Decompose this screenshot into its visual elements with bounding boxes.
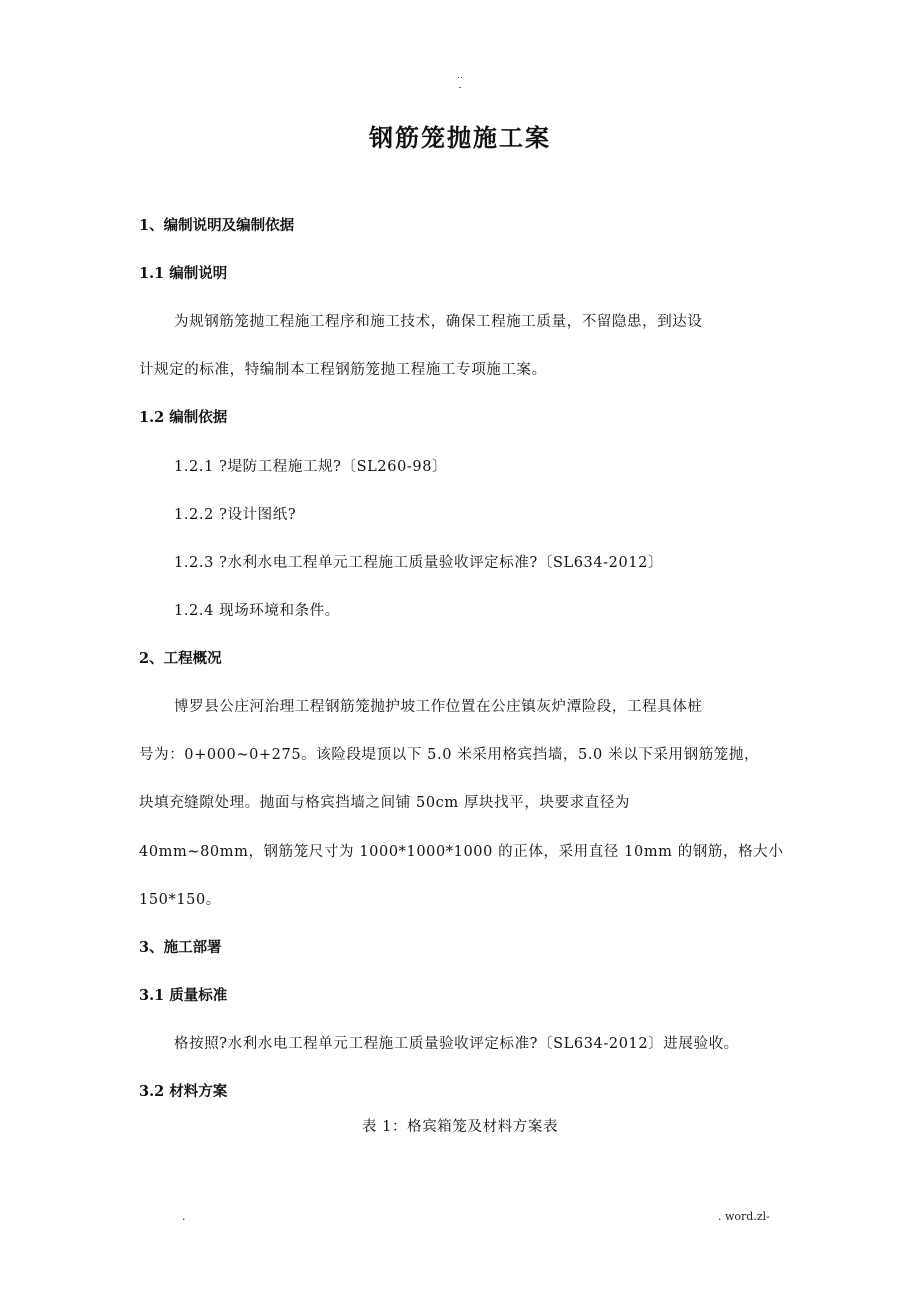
paragraph-line: 计规定的标准，特编制本工程钢筋笼抛工程施工专项施工案。 — [139, 362, 547, 378]
section-2-heading: 2、工程概况 — [139, 650, 222, 667]
section-1-1-heading: 1.1 编制说明 — [139, 265, 228, 282]
paragraph-line: 150*150。 — [139, 892, 221, 908]
paragraph-line: 为规钢筋笼抛工程施工程序和施工技术，确保工程施工质量，不留隐患，到达设 — [174, 314, 703, 330]
footer-right: . word.zl- — [718, 1210, 770, 1223]
paragraph-line: 号为：0+000~0+275。该险段堤顶以下 5.0 米采用格宾挡墙，5.0 米以下采用钢筋笼抛， — [139, 747, 760, 763]
footer-left: . — [182, 1210, 186, 1223]
list-item: 1.2.1 ?堤防工程施工规?〔SL260-98〕 — [174, 459, 448, 475]
paragraph-line: 块填充缝隙处理。抛面与格宾挡墙之间铺 50cm 厚块找平，块要求直径为 — [139, 795, 631, 811]
paragraph-line: 博罗县公庄河治理工程钢筋笼抛护坡工作位置在公庄镇灰炉潭险段，工程具体桩 — [174, 699, 703, 715]
page-title: 钢筋笼抛施工案 — [369, 123, 551, 152]
header-dash: - — [458, 83, 462, 93]
paragraph-line: 格按照?水利水电工程单元工程施工质量验收评定标准?〔SL634-2012〕进展验收。 — [174, 1036, 739, 1052]
section-3-1-heading: 3.1 质量标准 — [139, 987, 228, 1004]
header-dots: .. — [457, 71, 463, 81]
section-1-2-heading: 1.2 编制依据 — [139, 409, 228, 426]
paragraph-line: 40mm~80mm，钢筋笼尺寸为 1000*1000*1000 的正体，采用直径 10mm 的钢筋，格大小 — [139, 844, 784, 860]
list-item: 1.2.4 现场环境和条件。 — [174, 603, 340, 619]
section-1-heading: 1、编制说明及编制依据 — [139, 217, 295, 234]
list-item: 1.2.2 ?设计图纸? — [174, 507, 297, 523]
table-caption: 表 1：格宾箱笼及材料方案表 — [361, 1119, 559, 1135]
list-item: 1.2.3 ?水利水电工程单元工程施工质量验收评定标准?〔SL634-2012〕 — [174, 555, 664, 571]
section-3-2-heading: 3.2 材料方案 — [139, 1083, 228, 1100]
section-3-heading: 3、施工部署 — [139, 939, 222, 956]
